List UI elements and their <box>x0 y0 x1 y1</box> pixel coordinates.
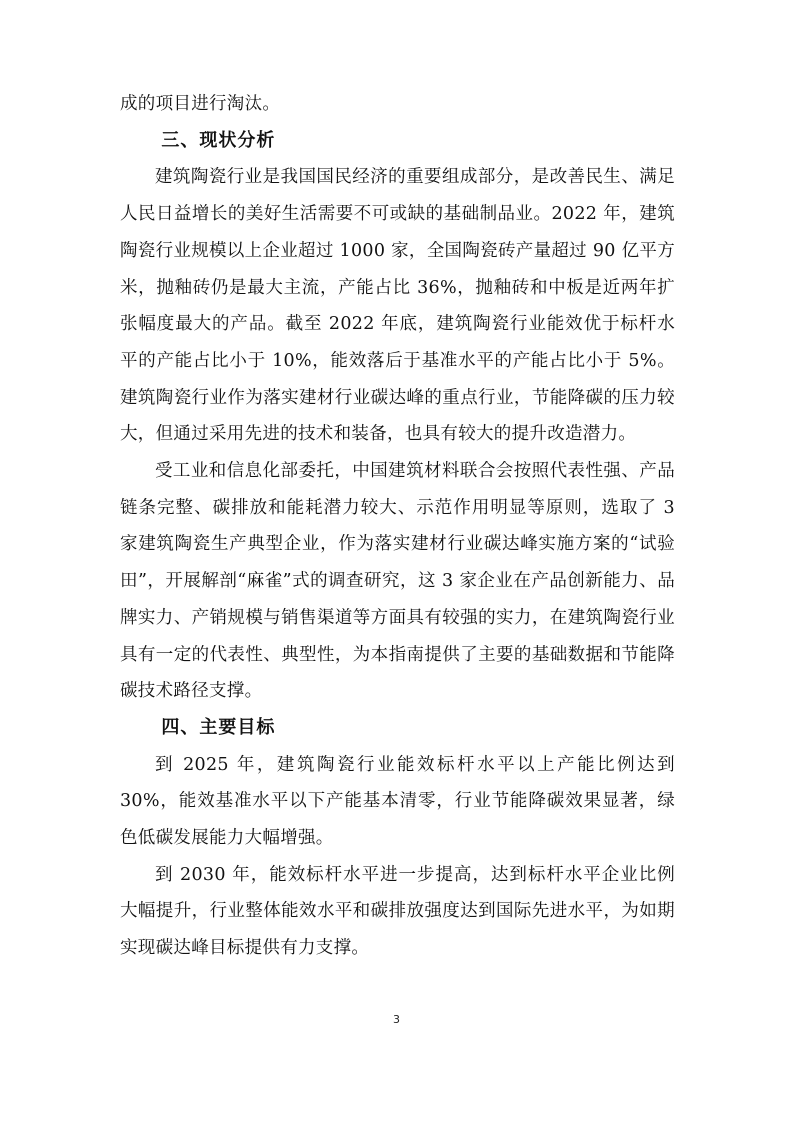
paragraph-target-2025: 到 2025 年，建筑陶瓷行业能效标杆水平以上产能比例达到 30%，能效基准水平以下产能基本清零，行业节能降碳效果显著，绿色低碳发展能力大幅增强。 <box>120 754 675 849</box>
paragraph-research-method: 受工业和信息化部委托，中国建筑材料联合会按照代表性强、产品链条完整、碳排放和能耗潜力较大、示范作用明显等原则，选取了 3 家建筑陶瓷生产典型企业，作为落实建材行业碳达峰实施方案的“试验田”，开展解剖“麻雀”式的调查研究，这 3 家企业在产品创新能力、品牌实力、产销规模与销售渠道等方面具有较强的实力，在建筑陶瓷行业具有一定的代表性、典型性，为本指南提供了主要的基础数据和节能降碳技术路径支撑。 <box>120 461 675 702</box>
section-heading-main-targets: 四、主要目标 <box>161 716 276 738</box>
section-heading-status-analysis: 三、现状分析 <box>161 129 276 151</box>
paragraph-industry-overview: 建筑陶瓷行业是我国国民经济的重要组成部分，是改善民生、满足人民日益增长的美好生活需要不可或缺的基础制品业。2022 年，建筑陶瓷行业规模以上企业超过 1000 家，全国陶瓷砖产量超过 90 亿平方米，抛釉砖仍是最大主流，产能占比 36%，抛釉砖和中板是近两年扩张幅度最大的产品。截至 2022 年底，建筑陶瓷行业能效优于标杆水平的产能占比小于 10%，能效落后于基准水平的产能占比小于 5%。建筑陶瓷行业作为落实建材行业碳达峰的重点行业，节能降碳的压力较大，但通过采用先进的技术和装备，也具有较大的提升改造潜力。 <box>120 167 675 445</box>
continuation-paragraph: 成的项目进行淘汰。 <box>120 94 281 114</box>
paragraph-target-2030: 到 2030 年，能效标杆水平进一步提高，达到标杆水平企业比例大幅提升，行业整体能效水平和碳排放强度达到国际先进水平，为如期实现碳达峰目标提供有力支撑。 <box>120 864 675 959</box>
document-body <box>120 86 675 967</box>
page-number: 3 <box>393 1013 400 1026</box>
